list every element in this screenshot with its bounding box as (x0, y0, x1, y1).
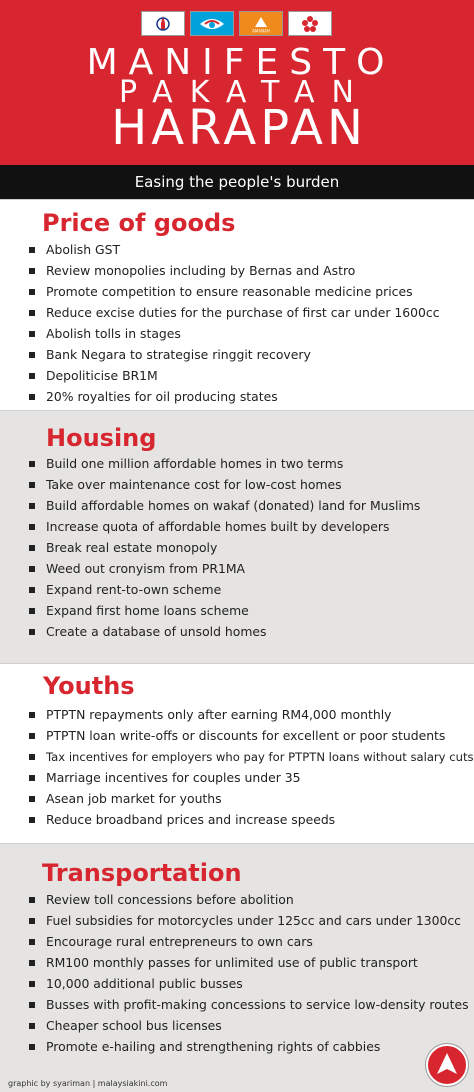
bullet-icon (29, 939, 35, 945)
list-item: Promote e-hailing and strengthening rights of cabbies (29, 1036, 474, 1057)
list-item: Build affordable homes on wakaf (donated) land for Muslims (29, 495, 474, 516)
dap-logo (141, 11, 185, 36)
section-title: Transportation (42, 859, 242, 887)
harapan-arrow-icon (428, 1046, 466, 1084)
bullet-icon (29, 629, 35, 635)
list-item: Abolish GST (29, 239, 474, 260)
amanah-icon (246, 14, 276, 34)
bullet-icon (29, 981, 35, 987)
section-title: Youths (43, 672, 135, 700)
bullet-icon (29, 733, 35, 739)
ppbm-logo (288, 11, 332, 36)
list-item: 10,000 additional public busses (29, 973, 474, 994)
list-item: Review toll concessions before abolition (29, 889, 474, 910)
section-housing (0, 410, 474, 663)
list-item: Expand rent-to-own scheme (29, 579, 474, 600)
subtitle-bar (0, 165, 474, 199)
bullet-icon (29, 352, 35, 358)
bullet-icon (29, 482, 35, 488)
section-price-of-goods (0, 199, 474, 410)
bullet-icon (29, 796, 35, 802)
section-title: Housing (46, 424, 157, 452)
harapan-badge-logo (426, 1044, 468, 1086)
list-item: 20% royalties for oil producing states (29, 386, 474, 407)
list-item: Fuel subsidies for motorcycles under 125cc and cars under 1300cc (29, 910, 474, 931)
bullet-icon (29, 1044, 35, 1050)
bullet-icon (29, 918, 35, 924)
pkr-logo (190, 11, 234, 36)
title-pakatan: PAKATAN (119, 75, 371, 110)
bullet-icon (29, 373, 35, 379)
list-item: Marriage incentives for couples under 35 (29, 767, 474, 788)
amanah-logo (239, 11, 283, 36)
title-harapan: HARAPAN (111, 100, 367, 156)
bullet-icon (29, 712, 35, 718)
ppbm-flower-icon (295, 14, 325, 34)
section-title: Price of goods (42, 209, 236, 237)
dap-rocket-icon (148, 14, 178, 34)
bullet-icon (29, 897, 35, 903)
manifesto-header (0, 0, 474, 165)
list-item: Create a database of unsold homes (29, 621, 474, 642)
bullet-icon (29, 394, 35, 400)
bullet-icon (29, 566, 35, 572)
title-manifesto: MANIFESTO (86, 42, 396, 83)
bullet-icon (29, 331, 35, 337)
bullet-icon (29, 817, 35, 823)
bullet-icon (29, 503, 35, 509)
list-item: Depoliticise BR1M (29, 365, 474, 386)
bullet-icon (29, 461, 35, 467)
list-item: Take over maintenance cost for low-cost homes (29, 474, 474, 495)
bullet-icon (29, 775, 35, 781)
list-item: Bank Negara to strategise ringgit recovery (29, 344, 474, 365)
bullet-icon (29, 587, 35, 593)
svg-text:AMANAH: AMANAH (252, 28, 270, 33)
list-item: Expand first home loans scheme (29, 600, 474, 621)
list-item: PTPTN loan write-offs or discounts for excellent or poor students (29, 725, 474, 746)
item-list (29, 239, 474, 407)
bullet-icon (29, 1023, 35, 1029)
bullet-icon (29, 247, 35, 253)
bullet-icon (29, 310, 35, 316)
bullet-icon (29, 268, 35, 274)
item-list (29, 453, 474, 642)
list-item: Weed out cronyism from PR1MA (29, 558, 474, 579)
list-item: Reduce excise duties for the purchase of first car under 1600cc (29, 302, 474, 323)
list-item: Asean job market for youths (29, 788, 474, 809)
bullet-icon (29, 754, 35, 760)
subtitle-text: Easing the people's burden (134, 173, 340, 191)
list-item: Build one million affordable homes in two terms (29, 453, 474, 474)
list-item: Cheaper school bus licenses (29, 1015, 474, 1036)
bullet-icon (29, 524, 35, 530)
section-transportation (0, 843, 474, 1092)
section-youths (0, 663, 474, 843)
item-list (29, 889, 474, 1057)
list-item: Increase quota of affordable homes built by developers (29, 516, 474, 537)
bullet-icon (29, 608, 35, 614)
list-item: Promote competition to ensure reasonable medicine prices (29, 281, 474, 302)
list-item: Encourage rural entrepreneurs to own cars (29, 931, 474, 952)
list-item: RM100 monthly passes for unlimited use of public transport (29, 952, 474, 973)
list-item: Reduce broadband prices and increase speeds (29, 809, 474, 830)
party-logos (141, 11, 332, 36)
bullet-icon (29, 1002, 35, 1008)
bullet-icon (29, 960, 35, 966)
pkr-eye-icon (197, 14, 227, 34)
list-item: PTPTN repayments only after earning RM4,000 monthly (29, 704, 474, 725)
list-item: Break real estate monopoly (29, 537, 474, 558)
bullet-icon (29, 289, 35, 295)
bullet-icon (29, 545, 35, 551)
list-item: Busses with profit-making concessions to service low-density routes (29, 994, 474, 1015)
item-list (29, 704, 474, 830)
list-item: Tax incentives for employers who pay for PTPTN loans without salary cuts (29, 746, 474, 767)
list-item: Abolish tolls in stages (29, 323, 474, 344)
list-item: Review monopolies including by Bernas and Astro (29, 260, 474, 281)
graphic-credit: graphic by syariman | malaysiakini.com (8, 1079, 168, 1088)
